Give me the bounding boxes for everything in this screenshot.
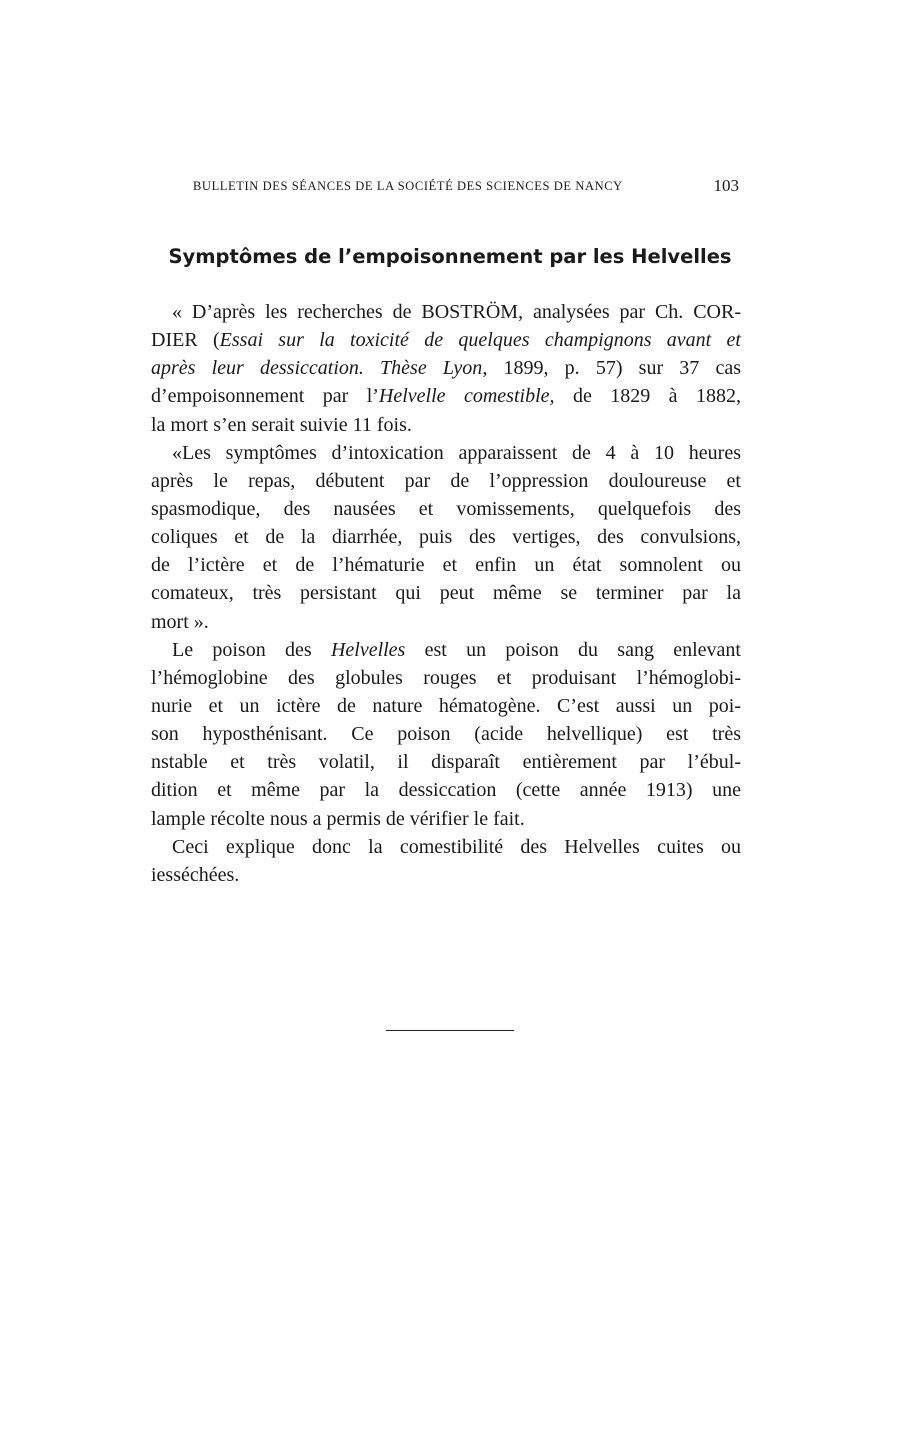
- text-line: Ceci explique donc la comestibilité des Helvelles cuites ou: [172, 835, 741, 858]
- page-number: 103: [713, 176, 739, 195]
- text-line: après leur dessiccation. Thèse Lyon, 1899, p. 57) sur 37 cas: [151, 357, 742, 380]
- text-line: «Les symptômes d’intoxication apparaissent de 4 à 10 heures: [172, 441, 741, 464]
- paragraph-1: [151, 298, 741, 439]
- text-line: DIER (Essai sur la toxicité de quelques champignons avant et: [151, 329, 741, 352]
- end-rule: [386, 1030, 514, 1031]
- text-line: après le repas, débutent par de l’oppression douloureuse et: [151, 469, 741, 492]
- text-line: d’empoisonnement par l’Helvelle comestible, de 1829 à 1882,: [151, 385, 741, 408]
- text-line: coliques et de la diarrhée, puis des vertiges, des convulsions,: [151, 526, 741, 549]
- text-line: l’hémoglobine des globules rouges et produisant l’hémoglobi-: [151, 666, 741, 689]
- running-title: BULLETIN DES SÉANCES DE LA SOCIÉTÉ DES SCIENCES DE NANCY: [193, 179, 623, 193]
- paragraph-2: [151, 439, 741, 636]
- text-line: la mort s’en serait suivie 11 fois.: [151, 413, 412, 436]
- text-line: « D’après les recherches de BOSTRÖM, analysées par Ch. COR-: [172, 301, 741, 323]
- section-title: Symptômes de l’empoisonnement par les Helvelles: [168, 245, 732, 268]
- text-line: comateux, très persistant qui peut même se terminer par la: [151, 582, 741, 605]
- text-line: spasmodique, des nausées et vomissements, quelquefois des: [151, 497, 741, 520]
- text-line: mort ».: [151, 610, 209, 633]
- body-text: [151, 298, 741, 889]
- text-line: dition et même par la dessiccation (cette année 1913) une: [151, 779, 741, 802]
- text-line: iesséchées.: [151, 863, 240, 886]
- text-line: nurie et un ictère de nature hématogène. C’est aussi un poi-: [151, 694, 741, 717]
- paragraph-4: [151, 833, 741, 889]
- running-header: [193, 176, 739, 200]
- text-line: nstable et très volatil, il disparaît entièrement par l’ébul-: [151, 751, 741, 774]
- text-line: Le poison des Helvelles est un poison du sang enlevant: [172, 638, 741, 661]
- paragraph-3: [151, 636, 741, 833]
- text-line: son hyposthénisant. Ce poison (acide helvellique) est très: [151, 723, 741, 746]
- text-line: de l’ictère et de l’hématurie et enfin un état somnolent ou: [151, 554, 741, 577]
- text-line: lample récolte nous a permis de vérifier le fait.: [151, 807, 525, 830]
